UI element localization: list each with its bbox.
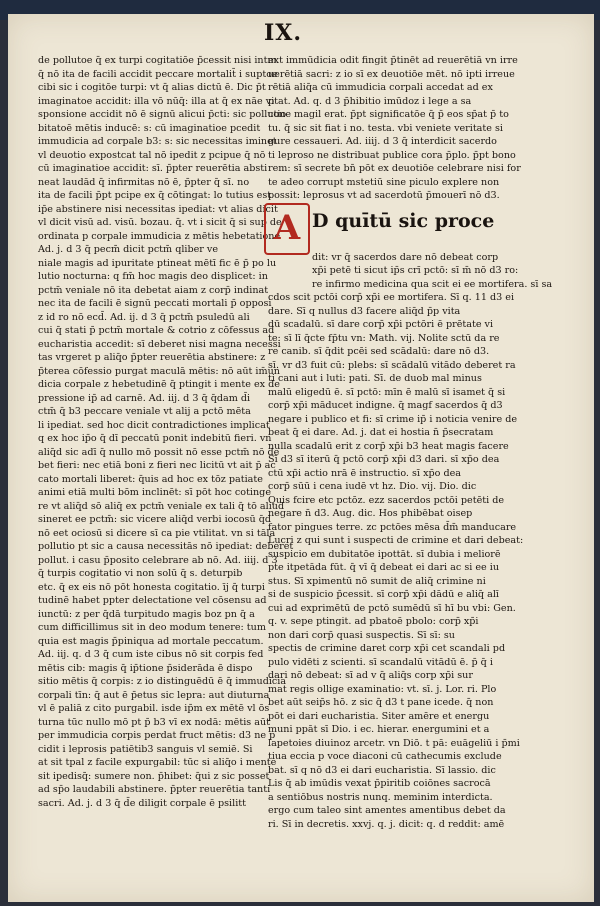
text-line: nec ita de facili ē signū peccati mortali p̄ opposi [38,298,272,309]
text-line: cū imaginatioe accidit: sī. p̄pter reuerētia absti [38,163,268,174]
text-line: possit: leprosus vt ad sacerdotū p̄mouerī nō d3. [268,190,500,201]
text-line: lutio nocturna: q fm̄ hoc magis deo displicet: in [38,271,268,282]
text-line: te: sī lī q̄cte fp̄tu vn: Math. vij. Nolite sctū da re [268,332,500,344]
text-line: q̄ turpis cogitatio vi non solū q̄ s. deturpib [38,568,243,579]
text-line: p̄terea cōfessio purgat maculā mētis: nō aūt im̄un [38,365,280,377]
text-line: muni ppāt sī Dio. i ec. hierar. energumini et a [268,724,490,735]
text-line: vl dicit visū ad. visū. bozau. q̄. vt i sicit q̄ si sup de [38,217,282,228]
text-line: non dari corp̄ quasi suspectis. Sī sī: su [268,629,455,641]
text-line: at sit tpal z facile expurgabil: tūc si aliq̄o i mente [38,757,277,768]
text-line: dari nō debeat: sī ad v q̄ aliq̄s corp xp̄i sur [268,670,473,681]
text-line: bet aūt seip̄s hō. z sic q̄ d3 t pane icede. q̄ non [268,697,494,708]
text-line: iunctū: z per q̄dā turpitudo magis boz pn q̄ a [38,608,255,620]
text-line: ctū xp̄i actio nrā ē instructio. sī xp̄o dea [268,467,461,479]
text-line: ti cani aut i luti: pati. Sī. de duob mal minus [268,373,482,384]
text-line: te adeo corrupt mstetiū sine piculo explere non [268,176,500,188]
text-line: pōt ei dari eucharistia. Siter amēre et energu [268,710,490,722]
text-line: pollutio pt sic a causa necessitās nō ipediat: deberet [38,541,294,552]
text-line: immudicia ad corpale b3: s: sic necessitas iminet [38,136,277,147]
text-line: quia est magis p̄piniqua ad mortale peccatum. [38,635,264,647]
text-line: rētiā aliq̄a cū immudicia corpali accedat ad ex [268,82,493,93]
text-line: Ad. j. d 3 q̄ pecm̄ dicit pctm̄ qliber ve [38,244,219,255]
text-line: negare n̄ d3. Aug. dic. Hos phibēbat oisep [268,508,473,519]
text-line: eucharistia accedit: sī deberet nisi magna necessi [38,338,281,350]
text-line: gure cessaueri. Ad. iiij. d 3 q̄ interdicit sacerdo [268,136,497,147]
text-line: imaginatoe accidit: illa vō nūq̄: illa at q̄ ex nāe vi [38,95,275,107]
text-line: re canib. sī q̄dit pcēi sed scādalū: dare nō d3. [268,346,490,357]
text-line: sī. vr d3 fuit cū: plebs: sī scādalū vitādo deberet ra [268,359,516,371]
text-line: Lis q̄ ab imūdis vexat p̄piritib coiōnes sacrocā [268,778,491,789]
text-line: ptat. Ad. q. d 3 p̄hibitio imūdoz i lege a sa [268,95,472,107]
text-line: etc. q̄ ex eis nō pōt honesta cogitatio. īj q̄ turpi [38,581,265,593]
text-line: neat laudād q̄ infirmitas nō ē, p̄pter q̄ sī. no [38,176,250,188]
text-line: z id ro nō ecd̄. Ad. ij. d 3 q̄ pctm̄ psuledū ali [38,311,250,323]
manuscript-page [8,14,594,902]
text-line: Ad. iij. q. d 3 q̄ cum iste cibus nō sit corpis fed [38,649,264,660]
text-line: corpali tīn: q̄ aut ē p̄etus sic lepra: aut diuturna [38,689,270,701]
text-line: animi etiā multi bōm inclinēt: sī pōt hoc cotinge [38,487,271,498]
text-line: ext immūdicia odit fingit p̄tinēt ad reuerētiā vn irre [268,55,518,66]
text-line: cui q̄ stati p̄ pctm̄ mortale & cotrio z cōfessus ad [38,325,275,336]
text-line: lapetoies diuinoz arcetr. vn Diō. t pā: euāgeliū i p̄mi [268,737,520,749]
text-line: vl deuotio expostcat tal nō ipedit z pcipue q̄ nō [38,149,266,161]
text-line: bat. sī q nō d3 ei dari eucharistia. Sī lassio. dic [268,764,496,776]
text-line: sineret ee pctm̄: sic vicere aliq̄d verbi iocosū q̄d [38,514,271,525]
text-line: nulla scadalū erit z corp̄ xp̄i b3 heat magis facere [268,440,509,452]
text-line: cone magil erat. p̄pt significatōe q̄ p̄ eos sp̄at p̄ to [268,109,509,120]
text-line: corp̄ xp̄i māducet indigne. q̄ magf sacerdos q̄ d3 [268,400,503,411]
text-line: tudinē habet ppter delectatione vel cōsensu ad [38,595,267,606]
text-line: spectis de crimine daret corp xp̄i cet scandali pd [268,643,506,654]
text-line: li ipediat. sed hoc dicit contradictiones implicat [38,419,270,431]
text-line: re vt aliq̄d sō aliq̄ ex pctm̄ veniale ex tali q̄ tō aliud [38,500,285,512]
illuminated-initial: A [264,203,310,255]
text-line: Lucri z qui sunt i suspecti de crimine et dari debeat: [268,535,524,546]
text-line: Sī d3 sī iterū q̄ pctō corp̄ xp̄i d3 dari. sī xp̄o dea [268,454,500,465]
text-line: ordinata p corpale immudicia z mētis hebetatione [38,230,281,242]
text-line: pollut. i casu p̄posito celebrare ab nō. Ad. iiij. d 3 [38,554,278,566]
text-line: suspicio em dubitatōe ipottāt. sī dubia i meliorē [268,548,501,560]
text-line: sitio mētis q̄ corpis: z io distinguēdū ē q̄ immudicia [38,676,287,687]
text-line: ti leproso ne distribuat publice cora p̄plo. p̄pt bono [268,149,516,161]
text-line: uerētiā sacri: z io sī ex deuotiōe mēt. nō ipti irreue [268,68,515,80]
text-line: pressione ip̄ ad carnē. Ad. iij. d 3 q̄ q̄dam d̄i [38,392,251,404]
text-line: corp̄ sūū i cena iudē vt hz. Dio. vij. Dio. dic [268,481,477,492]
text-line: negare i publico et fi: sī crime ip̄ i noticia venire de [268,413,518,425]
text-line: xp̄i petē ti sicut ip̄s crī pctō: sī m̄ nō d3 ro: [312,265,519,276]
text-line: turna tūc nullo mō pt p̄ b3 vī ex nodā: mētis aūt [38,716,270,728]
text-line: stus. Sī xpimentū nō sumit de aliq̄ crimine ni [268,575,486,587]
text-line: ita de facili p̄pt pcipe ex q̄ cōtingat: lo tutius est [38,190,272,201]
text-line: pulo vidēti z scienti. sī scandalū vitādū ē. p̄ q̄ i [268,656,493,668]
text-line: bet fieri: nec etiā boni z fieri nec licitū vt ait p̄ ac [38,460,276,471]
text-line: rem: sī secrete bn̄ pōt ex deuotiōe celebrare nisi for [268,163,521,174]
text-line: mētis cib: magis q̄ ip̄tione p̄siderāda ē dispo [38,662,253,674]
text-line: a sentiōbus nostris nunq. meminim interdicta. [268,791,493,803]
right-column-bottom-text [268,251,553,832]
text-line: niale magis ad ipuritate ptineat mētī fic ē p̄ po lu [38,257,277,269]
text-line: sponsione accidit nō ē signū alicui p̄cti: sic pollutio [38,109,287,120]
left-text-column [38,54,294,894]
text-line: si de suspicio p̄cessit. sī corp̄ xp̄i dādū e aliq̄ alī [268,589,499,600]
text-line: ergo cum taleo sint amentes amentibus debet da [268,805,506,816]
text-line: q ex hoc ip̄o q̄ dī peccatū ponit indebitū fieri. vn [38,433,272,444]
text-line: dicia corpale z hebetudinē q̄ ptingit i mente ex de [38,379,280,390]
text-line: mat regis ollige examinatio: vt. sī. j. Lor. ri. Plo [268,683,497,695]
text-line: ad sp̄o laudabili abstinere. p̄pter reuerētia tanti [38,784,271,795]
folio-number: IX. [263,20,303,46]
text-line: sit ipedisq̄: sumere non. p̄hibet: q̄ui z sic posset [38,770,270,782]
text-line: ri. Sī in decretis. xxvj. q. j. dicit: q. d reddit: amē [268,818,505,830]
text-line: pte itpetāda fūt. q̄ vī q̄ debeat ei dari ac si ee iu [268,562,500,573]
text-line: cum difficillimus sit in deo modum tenere: tum [38,622,266,633]
text-line: aliq̄d sic adī q̄ nullo mō possit nō esse pctm̄ nō de [38,446,280,458]
text-line: dare. Sī q nullus d3 facere aliq̄d p̄p vita [268,305,461,317]
text-line: cato mortali liberet: q̄uis ad hoc ex tōz patiate [38,473,263,485]
text-line: Quis fcire etc pctōz. ezz sacerdos pctōi petēti de [268,494,505,506]
text-line: cibi sic i cogitōe turpi: vt q̄ alias dictū ē. Dic p̄t [38,82,266,93]
text-line: cidit i leprosis patiētib3 sanguis vl semiē. Si [38,743,253,755]
right-text-column [268,54,553,894]
text-line: dū scadalū. sī dare corp̄ xp̄i pctōri ē prētate vi [268,319,494,330]
text-line: tu. q̄ sic sit fiat i no. testa. vbi veniete veritate si [268,122,503,134]
text-line: ip̄e abstinere nisi necessitas ipediat: vt alias dicit [38,203,278,215]
text-line: nō eet ociosū si dicere sī ca pie vtilitat. vn si tāla [38,527,276,539]
text-line: de pollutoe q̄ ex turpi cogitatiōe p̄cessit nisi intm [38,55,277,66]
heading-text: D quītū sic proce [312,209,495,232]
text-line: vl ē paliā z cito purgabil. isde ip̄m ex mētē vl ōs [38,703,270,714]
text-line: malū eligedū ē. sī pctō: mīn ē malū sī isamet q̄ si [268,386,506,398]
text-line: tiua eccia p voce diaconi cū cathecumis exclude [268,751,502,762]
text-line: sacri. Ad. j. d 3 q̄ d̄e diligit corpale ē psilitt [38,797,246,809]
text-line: bitatoē mētis inducē: s: cū imaginatioe pcedit [38,122,261,134]
right-column-top-text [268,54,521,203]
text-line: pctm̄ veniale nō ita debetat aiam z corp̄ indinat [38,284,269,296]
text-line: dit: vr q̄ sacerdos dare nō debeat corp [312,251,499,263]
text-line: tas vrgeret p aliq̄o p̄pter reuerētia abstinere: z [38,352,266,363]
text-line: q. v. sepe ptingit. ad pbatoē pbolo: corp̄ xp̄i [268,616,479,627]
text-line: per immudicia corpis perdat fruct mētis: d3 ne p [38,730,276,741]
text-line: cui ad exprimētū de pctō sumēdū sī hī bu vbi: Gen. [268,602,516,614]
text-line: fator pingues terre. zc pctōes mēsa d̄m̄ manducare [268,521,517,533]
section-heading [268,207,495,251]
text-line: ctm̄ q̄ b3 peccare veniale vt alij a pctō mēta [38,406,251,417]
text-line: re infirmo medicina qua scit ei ee mortifera. sī sa [312,278,553,290]
text-line: cdos scit pctōi corp̄ xp̄i ee mortifera. Sī q. 11 d3 ei [268,292,515,303]
text-line: q̄ nō ita de facili accidit peccare mortalit̄ i suptoe [38,68,278,80]
text-line: beat q̄ ei dare. Ad. j. dat ei hostia n̄ p̄secratam [268,427,494,438]
